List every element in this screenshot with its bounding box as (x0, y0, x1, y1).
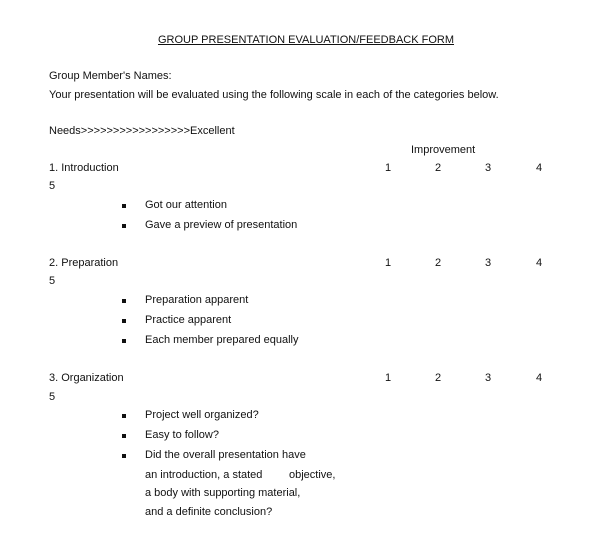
scale-line: Needs>>>>>>>>>>>>>>>>>Excellent (49, 125, 235, 137)
improvement-label: Improvement (411, 144, 476, 156)
scale-number-2: 2 (434, 162, 442, 174)
criterion-item: Gave a preview of presentation (145, 219, 298, 231)
section-score: 5 (49, 275, 56, 287)
bullet-icon (122, 339, 126, 343)
bullet-icon (122, 299, 126, 303)
criterion-item: Did the overall presentation have (145, 449, 306, 461)
bullet-icon (122, 434, 126, 438)
section-score: 5 (49, 391, 56, 403)
section-score: 5 (49, 180, 56, 192)
form-title: GROUP PRESENTATION EVALUATION/FEEDBACK FORM (157, 34, 455, 46)
criterion-item: Each member prepared equally (145, 334, 299, 346)
criterion-continuation: an introduction, a stated (145, 469, 263, 481)
group-names-label: Group Member's Names: (49, 70, 172, 82)
scale-number-1: 1 (384, 372, 392, 384)
section-heading: 3. Organization (49, 372, 124, 384)
scale-number-1: 1 (384, 257, 392, 269)
bullet-icon (122, 204, 126, 208)
scale-number-4: 4 (535, 257, 543, 269)
bullet-icon (122, 319, 126, 323)
criterion-item: Preparation apparent (145, 294, 249, 306)
scale-number-3: 3 (484, 372, 492, 384)
bullet-icon (122, 224, 126, 228)
scale-number-4: 4 (535, 162, 543, 174)
bullet-icon (122, 414, 126, 418)
scale-intro: Your presentation will be evaluated using the following scale in each of the categories below. (49, 89, 499, 101)
scale-number-3: 3 (484, 162, 492, 174)
criterion-item: Easy to follow? (145, 429, 219, 441)
criterion-item: Practice apparent (145, 314, 232, 326)
bullet-icon (122, 454, 126, 458)
scale-number-2: 2 (434, 372, 442, 384)
section-heading: 1. Introduction (49, 162, 119, 174)
criterion-item: Project well organized? (145, 409, 259, 421)
scale-number-1: 1 (384, 162, 392, 174)
criterion-continuation: objective, (289, 469, 336, 481)
criterion-continuation: a body with supporting material, (145, 487, 301, 499)
scale-number-2: 2 (434, 257, 442, 269)
scale-number-4: 4 (535, 372, 543, 384)
criterion-continuation: and a definite conclusion? (145, 506, 273, 518)
scale-number-3: 3 (484, 257, 492, 269)
section-heading: 2. Preparation (49, 257, 119, 269)
criterion-item: Got our attention (145, 199, 227, 211)
